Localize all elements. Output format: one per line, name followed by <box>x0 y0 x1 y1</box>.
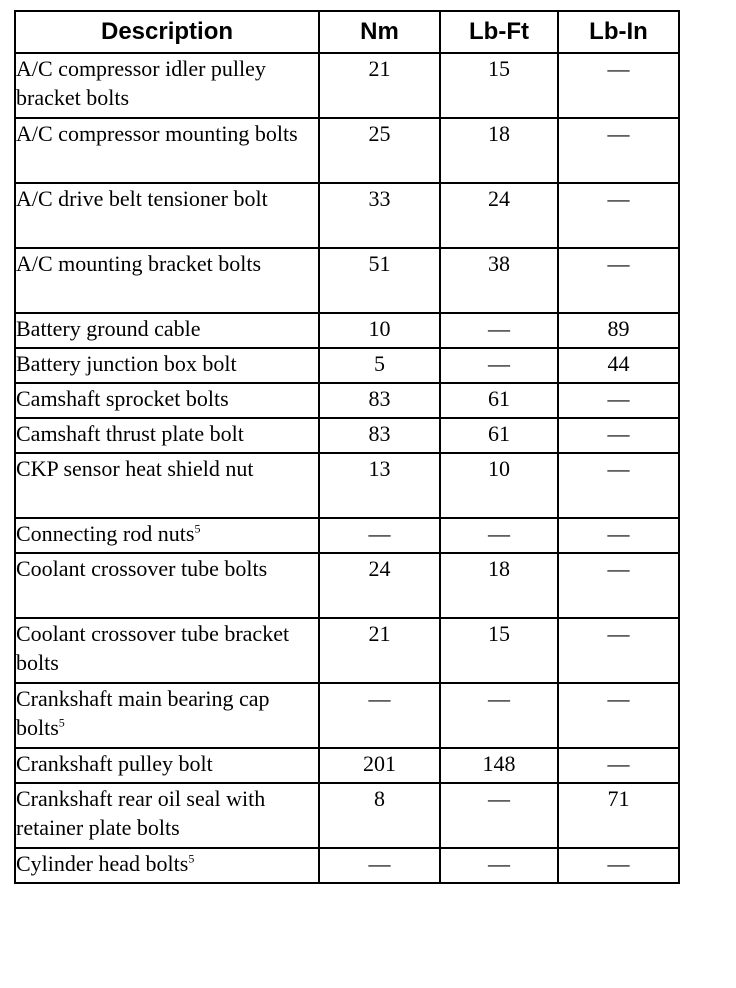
footnote-ref: 5 <box>58 715 65 730</box>
value-lbft: — <box>440 683 558 748</box>
row-description <box>15 418 319 453</box>
value-lbft: 38 <box>440 248 558 313</box>
table-row <box>15 618 679 683</box>
description-text: A/C mounting bracket bolts <box>16 251 262 276</box>
value-lbft: — <box>440 848 558 883</box>
row-description <box>15 53 319 118</box>
table-row <box>15 553 679 618</box>
value-lbft: 15 <box>440 618 558 683</box>
value-lbin: — <box>558 553 679 618</box>
value-nm: 83 <box>319 383 440 418</box>
value-lbin: 44 <box>558 348 679 383</box>
value-lbin: — <box>558 453 679 518</box>
description-text: CKP sensor heat shield nut <box>16 456 254 481</box>
table-row <box>15 683 679 748</box>
value-nm: 51 <box>319 248 440 313</box>
value-lbft: 61 <box>440 418 558 453</box>
description-text: A/C compressor mounting bolts <box>16 121 298 146</box>
value-nm: — <box>319 848 440 883</box>
value-lbin: 71 <box>558 783 679 848</box>
value-lbft: — <box>440 783 558 848</box>
value-lbft: — <box>440 348 558 383</box>
row-description <box>15 848 319 883</box>
value-nm: 21 <box>319 618 440 683</box>
row-description <box>15 518 319 553</box>
description-text: Connecting rod nuts <box>16 521 195 546</box>
value-nm: — <box>319 518 440 553</box>
table-row <box>15 313 679 348</box>
footnote-ref: 5 <box>194 521 201 536</box>
row-description <box>15 183 319 248</box>
header-lbin: Lb-In <box>558 11 679 53</box>
description-text: Cylinder head bolts <box>16 851 189 876</box>
value-lbin: 89 <box>558 313 679 348</box>
description-text: Camshaft thrust plate bolt <box>16 421 244 446</box>
value-nm: 24 <box>319 553 440 618</box>
description-text: Battery junction box bolt <box>16 351 237 376</box>
footnote-ref: 5 <box>188 851 195 866</box>
table-row <box>15 248 679 313</box>
row-description <box>15 748 319 783</box>
value-nm: 201 <box>319 748 440 783</box>
row-description <box>15 553 319 618</box>
header-lbft: Lb-Ft <box>440 11 558 53</box>
value-lbin: — <box>558 248 679 313</box>
value-lbin: — <box>558 383 679 418</box>
table-row <box>15 783 679 848</box>
value-lbin: — <box>558 183 679 248</box>
value-nm: 33 <box>319 183 440 248</box>
value-lbft: 15 <box>440 53 558 118</box>
value-nm: — <box>319 683 440 748</box>
description-text: Crankshaft main bearing cap bolts <box>16 686 270 740</box>
value-nm: 21 <box>319 53 440 118</box>
description-text: A/C drive belt tensioner bolt <box>16 186 268 211</box>
value-lbft: 18 <box>440 118 558 183</box>
header-nm: Nm <box>319 11 440 53</box>
description-text: Coolant crossover tube bracket bolts <box>16 621 290 675</box>
row-description <box>15 453 319 518</box>
table-row <box>15 118 679 183</box>
value-lbft: 24 <box>440 183 558 248</box>
row-description <box>15 383 319 418</box>
table-row <box>15 518 679 553</box>
value-nm: 83 <box>319 418 440 453</box>
header-description: Description <box>15 11 319 53</box>
value-lbin: — <box>558 418 679 453</box>
value-lbft: — <box>440 313 558 348</box>
torque-spec-table <box>14 10 680 884</box>
row-description <box>15 118 319 183</box>
value-lbin: — <box>558 118 679 183</box>
value-lbin: — <box>558 683 679 748</box>
value-lbft: 148 <box>440 748 558 783</box>
row-description <box>15 618 319 683</box>
row-description <box>15 348 319 383</box>
value-nm: 8 <box>319 783 440 848</box>
value-lbft: 61 <box>440 383 558 418</box>
table-row <box>15 848 679 883</box>
header-row <box>15 11 679 53</box>
table-row <box>15 348 679 383</box>
table-row <box>15 383 679 418</box>
value-lbin: — <box>558 748 679 783</box>
row-description <box>15 783 319 848</box>
table-row <box>15 53 679 118</box>
value-lbin: — <box>558 618 679 683</box>
value-nm: 25 <box>319 118 440 183</box>
value-lbft: — <box>440 518 558 553</box>
table-row <box>15 453 679 518</box>
description-text: Crankshaft pulley bolt <box>16 751 213 776</box>
value-nm: 5 <box>319 348 440 383</box>
description-text: Battery ground cable <box>16 316 201 341</box>
value-lbin: — <box>558 848 679 883</box>
table-row <box>15 183 679 248</box>
description-text: Crankshaft rear oil seal with retainer plate bolts <box>16 786 266 840</box>
row-description <box>15 248 319 313</box>
table-row <box>15 748 679 783</box>
value-nm: 10 <box>319 313 440 348</box>
description-text: A/C compressor idler pulley bracket bolts <box>16 56 266 110</box>
value-lbft: 18 <box>440 553 558 618</box>
description-text: Camshaft sprocket bolts <box>16 386 229 411</box>
value-lbft: 10 <box>440 453 558 518</box>
value-lbin: — <box>558 53 679 118</box>
description-text: Coolant crossover tube bolts <box>16 556 268 581</box>
value-nm: 13 <box>319 453 440 518</box>
table-row <box>15 418 679 453</box>
row-description <box>15 683 319 748</box>
row-description <box>15 313 319 348</box>
value-lbin: — <box>558 518 679 553</box>
